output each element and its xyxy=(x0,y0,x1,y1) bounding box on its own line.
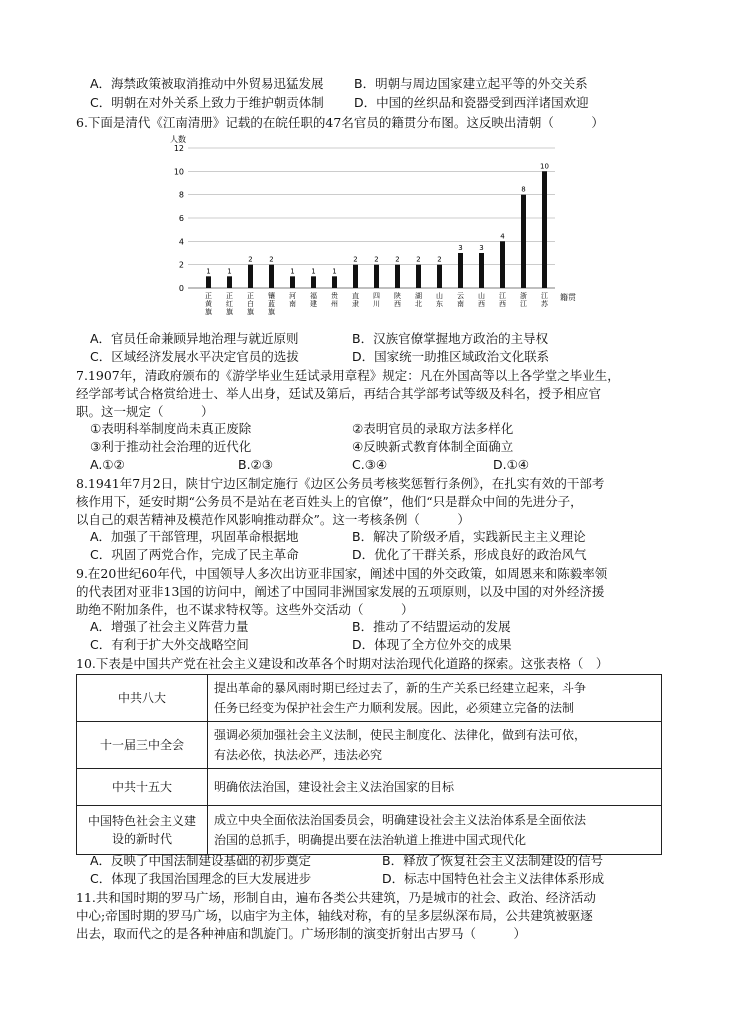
bar-data-label: 2 xyxy=(374,255,379,264)
x-tick-label: 正红旗 xyxy=(226,292,233,316)
x-axis-label: 籍贯 xyxy=(560,293,576,302)
bar-data-label: 3 xyxy=(458,244,463,252)
q9-option-b: B．推动了不结盟运动的发展 xyxy=(352,619,511,634)
x-tick-label: 正白旗 xyxy=(247,292,254,316)
content-cell: 提出革命的暴风雨时期已经过去了，新的生产关系已经建立起来，斗争 任务已经变为保护社会生产力顺利发展。因此，必须建立完备的法制 xyxy=(208,675,662,722)
q10-option-a: A．反映了中国法制建设基础的初步奠定 xyxy=(90,853,312,868)
period-cell: 中共八大 xyxy=(77,675,208,722)
x-tick-label: 福建 xyxy=(310,292,317,308)
q10-stem: 10.下表是中国共产党在社会主义建设和改革各个时期对法治现代化道路的探索。这张表格（ ） xyxy=(76,656,609,671)
x-tick-label: 贵州 xyxy=(331,292,338,308)
q5-option-a: A．海禁政策被取消推动中外贸易迅猛发展 xyxy=(90,76,324,91)
period-cell: 十一届三中全会 xyxy=(77,722,208,769)
bar-data-label: 1 xyxy=(206,267,211,276)
table-row xyxy=(77,806,662,855)
q9-stem-1: 9.在20世纪60年代，中国领导人多次出访亚非国家，阐述中国的外交政策，如周恩来和陈毅率领 xyxy=(76,566,608,581)
x-tick-label: 湖北 xyxy=(415,292,422,308)
q6-stem: 6.下面是清代《江南清册》记载的在皖任职的47名官员的籍贯分布图。这反映出清朝（ ） xyxy=(76,115,604,130)
q8-stem-1: 8.1941年7月2日，陕甘宁边区制定施行《边区公务员考核奖惩暂行条例》，在扎实有效的干部考 xyxy=(76,476,605,491)
q7-option-b: B.②③ xyxy=(238,457,273,472)
bar-data-label: 1 xyxy=(227,267,232,276)
q7-item-4: ④反映新式教育体制全面确立 xyxy=(352,439,514,454)
q8-option-a: A．加强了干部管理，巩固革命根据地 xyxy=(90,529,299,544)
bar-data-label: 2 xyxy=(437,255,442,264)
law-exploration-table xyxy=(76,674,662,855)
y-tick-label: 6 xyxy=(178,214,184,223)
bar-data-label: 2 xyxy=(269,255,274,264)
q7-stem-2: 经学部考试合格赏给进士、举人出身，廷试及第后，再结合其学部考试等级及科名，授予相应官 xyxy=(76,386,602,401)
q8-option-d: D．优化了干群关系，形成良好的政治风气 xyxy=(352,547,587,562)
bar xyxy=(542,171,547,288)
bar xyxy=(290,276,295,288)
bar xyxy=(437,265,442,288)
q9-option-a: A．增强了社会主义阵营力量 xyxy=(90,619,249,634)
bar-data-label: 4 xyxy=(500,232,505,241)
x-tick-label: 镶蓝旗 xyxy=(268,292,275,316)
x-tick-label: 四川 xyxy=(373,292,380,308)
y-tick-label: 4 xyxy=(178,237,184,247)
bar-data-label: 8 xyxy=(521,185,526,194)
q6-option-b: B．汉族官僚掌握地方政治的主导权 xyxy=(352,331,549,346)
bar xyxy=(332,276,337,288)
q7-item-2: ②表明官员的录取方法多样化 xyxy=(352,421,514,436)
q8-stem-2: 核作用下，延安时期“公务员不是站在老百姓头上的官僚”，他们“只是群众中间的先进分子， xyxy=(76,494,583,509)
x-tick-label: 云南 xyxy=(457,292,464,308)
bar xyxy=(458,253,463,288)
x-tick-label: 直隶 xyxy=(352,292,359,308)
bar xyxy=(227,276,232,288)
q7-item-1: ①表明科举制度尚未真正废除 xyxy=(90,421,252,436)
q9-stem-3: 助绝不附加条件，也不谋求特权等。这些外交活动（ ） xyxy=(76,602,414,617)
q10-option-d: D．标志中国特色社会主义法律体系形成 xyxy=(382,871,605,886)
x-tick-label: 陕西 xyxy=(394,292,401,308)
x-tick-label: 浙江 xyxy=(520,292,527,308)
content-cell: 强调必须加强社会主义法制，使民主制度化、法律化，做到有法可依， 有法必依，执法必严，违法必究 xyxy=(208,722,662,769)
bar xyxy=(395,265,400,288)
origin-bar-chart xyxy=(160,128,580,328)
q9-option-c: C．有利于扩大外交战略空间 xyxy=(90,637,249,652)
bar-data-label: 2 xyxy=(353,255,358,264)
bar-data-label: 1 xyxy=(290,267,295,276)
bar-data-label: 2 xyxy=(395,255,400,264)
q5-option-d: D．中国的丝织品和瓷器受到西洋诸国欢迎 xyxy=(354,95,589,110)
content-cell: 成立中央全面依法治国委员会，明确建设社会主义法治体系是全面依法 治国的总抓手，明确提出要在法治轨道上推进中国式现代化 xyxy=(208,806,662,855)
q7-option-d: D.①④ xyxy=(493,457,530,472)
bar-data-label: 3 xyxy=(479,244,484,252)
q9-stem-2: 的代表团对亚非13国的访问中，阐述了中国同非洲国家发展的五项原则，以及中国的对外经济援 xyxy=(76,584,605,599)
y-tick-label: 10 xyxy=(173,167,184,177)
x-tick-label: 山东 xyxy=(436,292,443,308)
bar-data-label: 1 xyxy=(311,267,316,276)
q6-option-d: D．国家统一助推区域政治文化联系 xyxy=(352,349,550,364)
q7-item-3: ③利于推动社会治理的近代化 xyxy=(90,439,252,454)
x-tick-label: 正黄旗 xyxy=(205,292,212,316)
q8-option-b: B．解决了阶级矛盾，实践新民主主义理论 xyxy=(352,529,586,544)
x-tick-label: 江苏 xyxy=(541,292,548,308)
q10-option-c: C．体现了我国治国理念的巨大发展进步 xyxy=(90,871,312,886)
table-row xyxy=(77,769,662,806)
bar-data-label: 2 xyxy=(416,255,421,264)
y-tick-label: 8 xyxy=(178,190,184,200)
bar xyxy=(206,276,211,288)
bar xyxy=(269,265,274,288)
q11-stem-2: 中心;帝国时期的罗马广场，以庙宇为主体，轴线对称，有的呈多层纵深布局，公共建筑被驱逐 xyxy=(76,908,593,923)
bar xyxy=(311,276,316,288)
bar xyxy=(479,253,484,288)
bar-data-label: 1 xyxy=(332,267,337,276)
q7-stem-3: 职。这一规定（ ） xyxy=(76,404,214,419)
q7-option-c: C.③④ xyxy=(352,457,388,472)
q9-option-d: D．体现了全方位外交的成果 xyxy=(352,637,512,652)
q8-option-c: C．巩固了两党合作，完成了民主革命 xyxy=(90,547,299,562)
x-tick-label: 江西 xyxy=(499,292,506,308)
q5-option-b: B．明朝与周边国家建立起平等的外交关系 xyxy=(354,76,588,91)
x-tick-label: 河南 xyxy=(289,292,296,308)
q6-option-a: A．官员任命兼顾异地治理与就近原则 xyxy=(90,331,299,346)
y-tick-label: 0 xyxy=(178,284,184,293)
bar-data-label: 2 xyxy=(248,255,253,264)
bar xyxy=(248,265,253,288)
bar xyxy=(353,265,358,288)
x-tick-label: 山西 xyxy=(478,292,485,308)
q5-option-c: C．明朝在对外关系上致力于维护朝贡体制 xyxy=(90,95,324,110)
y-tick-label: 12 xyxy=(173,144,184,153)
bar xyxy=(521,195,526,288)
bar xyxy=(416,265,421,288)
q8-stem-3: 以自己的艰苦精神及模范作风影响推动群众”。这一考核条例（ ） xyxy=(76,512,470,527)
q10-option-b: B．释放了恢复社会主义法制建设的信号 xyxy=(382,853,604,868)
q11-stem-3: 出去，取而代之的是各种神庙和凯旋门。广场形制的演变折射出古罗马（ ） xyxy=(76,926,527,941)
q11-stem-1: 11.共和国时期的罗马广场，形制自由，遍布各类公共建筑，乃是城市的社会、政治、经济活动 xyxy=(76,890,596,905)
table-row xyxy=(77,675,662,722)
bar xyxy=(500,241,505,288)
period-cell: 中国特色社会主义建设的新时代 xyxy=(77,806,208,855)
q6-option-c: C．区域经济发展水平决定官员的选拔 xyxy=(90,349,299,364)
q7-stem-1: 7.1907年，清政府颁布的《游学毕业生廷试录用章程》规定：凡在外国高等以上各学堂之毕业生， xyxy=(76,368,620,383)
period-cell: 中共十五大 xyxy=(77,769,208,806)
y-axis-label: 人数 xyxy=(170,135,186,144)
q7-option-a: A.①② xyxy=(90,457,125,472)
bar xyxy=(374,265,379,288)
y-tick-label: 2 xyxy=(178,260,184,270)
bar-data-label: 10 xyxy=(540,162,549,171)
table-row xyxy=(77,722,662,769)
content-cell: 明确依法治国，建设社会主义法治国家的目标 xyxy=(208,769,662,806)
